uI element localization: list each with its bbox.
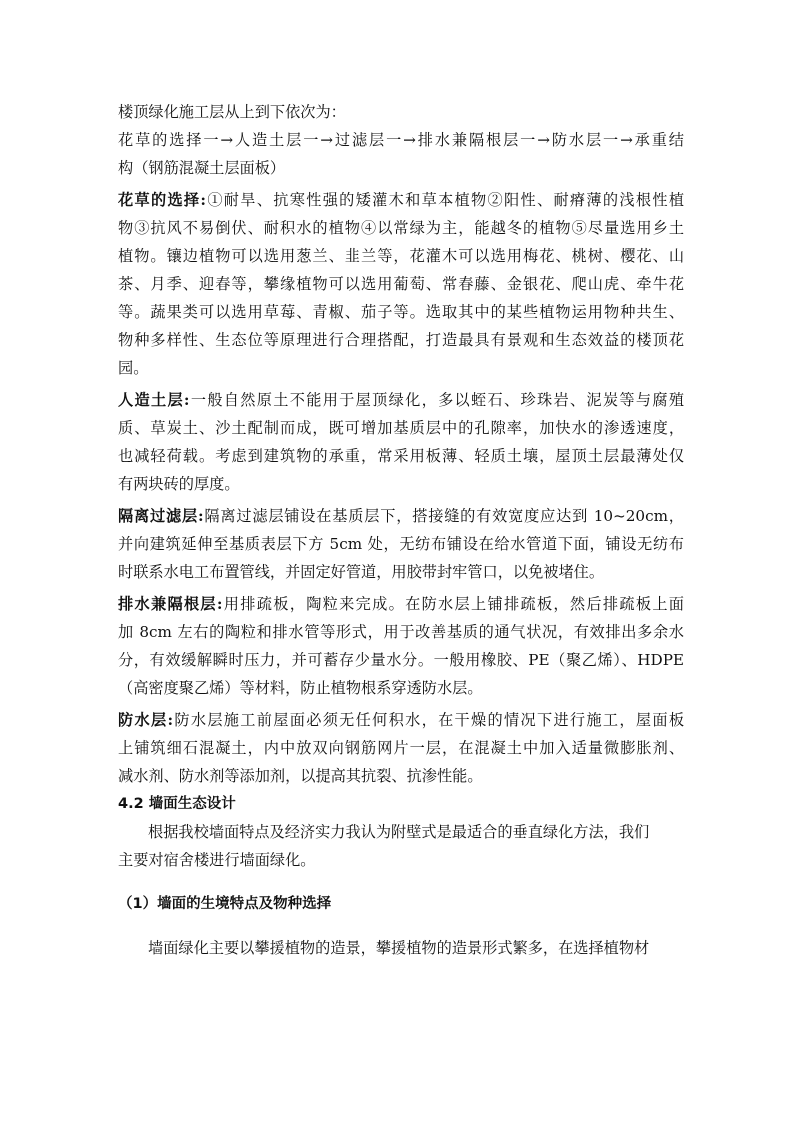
soil-line-3: 也减轻荷载。考虑到建筑物的承重，常采用板薄、轻质土壤，屋顶土层最薄处仅	[118, 447, 684, 465]
flower-line-2: 物③抗风不易倒伏、耐积水的植物④以常绿为主，能越冬的植物⑤尽量选用乡土	[118, 219, 684, 237]
filter-line-2: 并向建筑延伸至基质表层下方 5cm 处，无纺布铺设在给水管道下面，铺设无纺布	[118, 535, 684, 553]
flower-text-1: ①耐旱、抗寒性强的矮灌木和草本植物②阳性、耐瘠薄的浅根性植	[206, 191, 684, 209]
drain-line-1	[118, 590, 684, 618]
layers-line-2: 构（钢筋混凝土层面板）	[118, 159, 286, 177]
waterproof-line-2: 上铺筑细石混凝土，内中放双向钢筋网片一层，在混凝土中加入适量微膨胀剂、	[118, 739, 684, 757]
last-para-line: 墙面绿化主要以攀援植物的造景，攀援植物的造景形式繁多，在选择植物材	[148, 939, 650, 957]
filter-line-1	[118, 502, 684, 530]
drain-label: 排水兼隔根层:	[118, 595, 223, 613]
soil-line-1	[118, 386, 684, 414]
layers-line-1: 花草的选择一→人造土层一→过滤层一→排水兼隔根层一→防水层一→承重结	[118, 131, 684, 149]
flower-line-5: 等。蔬果类可以选用草莓、青椒、茄子等。选取其中的某些植物运用物种共生、	[118, 303, 684, 321]
wall-para-line-1: 根据我校墙面特点及经济实力我认为附壁式是最适合的垂直绿化方法，我们	[148, 823, 650, 841]
drain-line-4: （高密度聚乙烯）等材料，防止植物根系穿透防水层。	[118, 679, 483, 697]
drain-line-2: 加 8cm 左右的陶粒和排水管等形式，用于改善基质的通气状况，有效排出多余水	[118, 623, 684, 641]
flower-label: 花草的选择:	[118, 191, 207, 209]
drain-text-1: 用排疏板，陶粒来完成。在防水层上铺排疏板，然后排疏板上面	[222, 595, 684, 613]
waterproof-label: 防水层:	[118, 711, 174, 729]
waterproof-line-1	[118, 706, 684, 734]
flower-line-1	[118, 186, 684, 214]
soil-text-1: 一般自然原土不能用于屋顶绿化，多以蛭石、珍珠岩、泥炭等与腐殖	[189, 391, 684, 409]
waterproof-line-3: 减水剂、防水剂等添加剂，以提高其抗裂、抗渗性能。	[118, 767, 483, 785]
filter-text-1: 隔离过滤层铺设在基质层下，搭接缝的有效宽度应达到 10~20cm，	[203, 507, 684, 525]
drain-line-3: 分，有效缓解瞬时压力，并可蓄存少量水分。一般用橡胶、PE（聚乙烯）、HDPE	[118, 651, 684, 669]
flower-line-3: 植物。镶边植物可以选用葱兰、韭兰等，花灌木可以选用梅花、桃树、樱花、山	[118, 247, 684, 265]
filter-line-3: 时联系水电工布置管线，并固定好管道，用胶带封牢管口，以免被堵住。	[118, 563, 604, 581]
flower-line-6: 物种多样性、生态位等原理进行合理搭配，打造最具有景观和生态效益的楼顶花	[118, 331, 684, 349]
waterproof-text-1: 防水层施工前屋面必须无任何积水，在干燥的情况下进行施工，屋面板	[173, 711, 684, 729]
section-heading: 4.2 墙面生态设计	[118, 796, 236, 812]
filter-label: 隔离过滤层:	[118, 507, 204, 525]
document-page	[118, 98, 684, 962]
soil-label: 人造土层:	[118, 391, 190, 409]
sub-heading: （1）墙面的生境特点及物种选择	[118, 896, 332, 912]
wall-para-line-2: 主要对宿舍楼进行墙面绿化。	[118, 851, 316, 869]
soil-line-4: 有两块砖的厚度。	[118, 475, 240, 493]
soil-line-2: 质、草炭土、沙土配制而成，既可增加基质层中的孔隙率，加快水的渗透速度，	[118, 419, 684, 437]
flower-line-4: 茶、月季、迎春等，攀缘植物可以选用葡萄、常春藤、金银花、爬山虎、牵牛花	[118, 275, 684, 293]
intro-line: 楼顶绿化施工层从上到下依次为：	[118, 103, 346, 121]
flower-line-7: 园。	[118, 359, 149, 377]
